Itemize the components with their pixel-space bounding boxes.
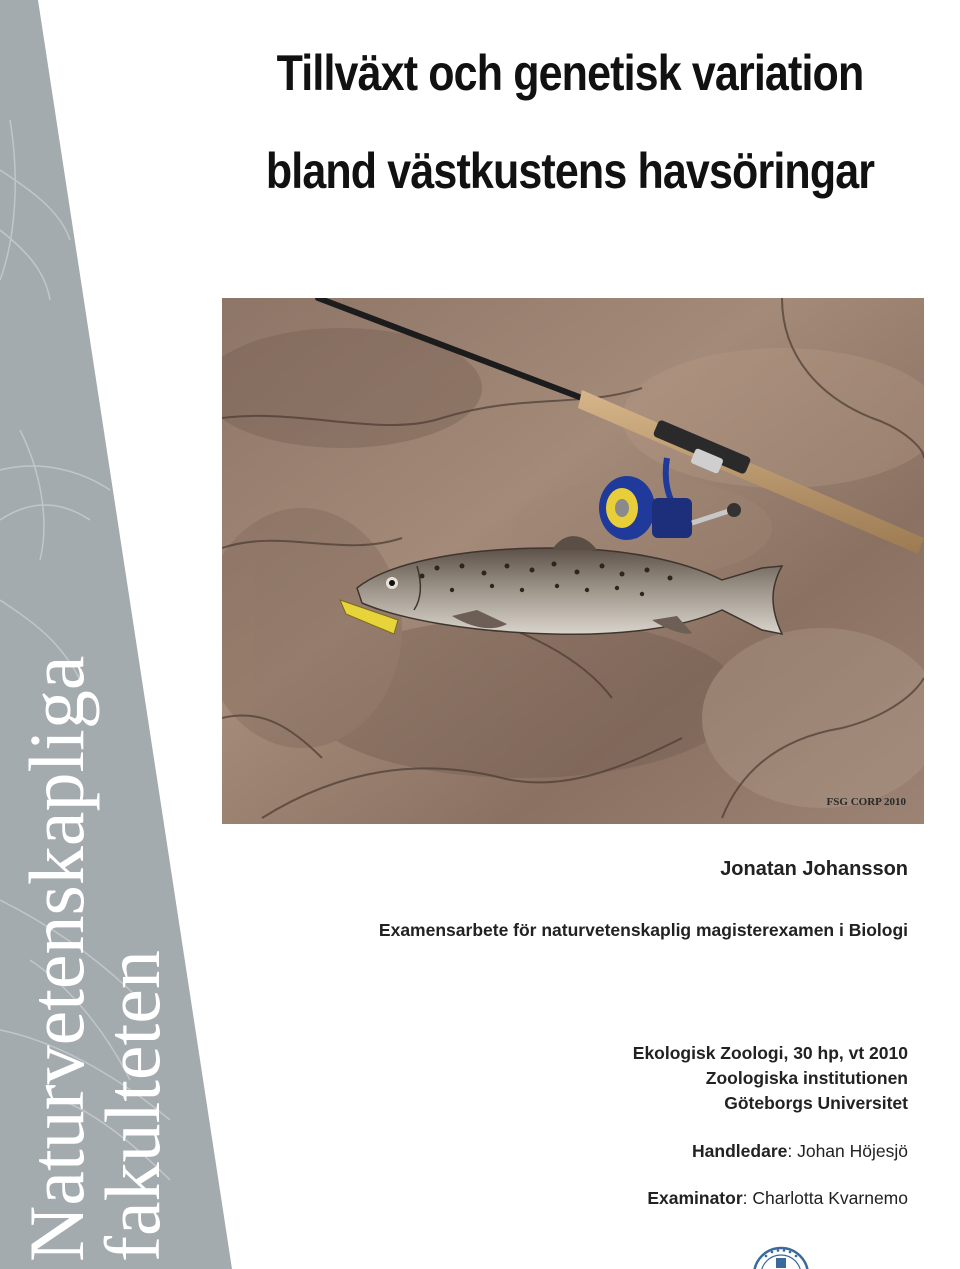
examiner-name: : Charlotta Kvarnemo: [742, 1188, 908, 1208]
thesis-type: Examensarbete för naturvetenskaplig magisterexamen i Biologi: [378, 920, 908, 940]
trout-on-rock-photo: [222, 298, 924, 824]
title-line-1: Tillväxt och genetisk variation: [276, 45, 864, 101]
examiner-line: [647, 1188, 908, 1209]
faculty-sidebar: [0, 0, 240, 1269]
author-name: Jonatan Johansson: [720, 858, 908, 880]
supervisor-name: : Johan Höjesjö: [787, 1141, 908, 1161]
university-seal-icon: [752, 1246, 810, 1269]
title-line-2: bland västkustens havsöringar: [265, 143, 875, 199]
faculty-name-line-1: Naturvetenskapliga: [13, 655, 100, 1262]
university-line: Göteborgs Universitet: [724, 1093, 908, 1113]
faculty-name-line-2: fakulteten: [89, 950, 176, 1262]
supervisor-role: Handledare: [692, 1141, 788, 1161]
department-line: Zoologiska institutionen: [705, 1068, 908, 1088]
supervisor-line: [692, 1141, 908, 1162]
examiner-role: Examinator: [647, 1188, 743, 1208]
photo-credit: FSG CORP 2010: [826, 796, 906, 808]
cover-photo: [222, 298, 924, 824]
course-line: Ekologisk Zoologi, 30 hp, vt 2010: [632, 1043, 908, 1063]
